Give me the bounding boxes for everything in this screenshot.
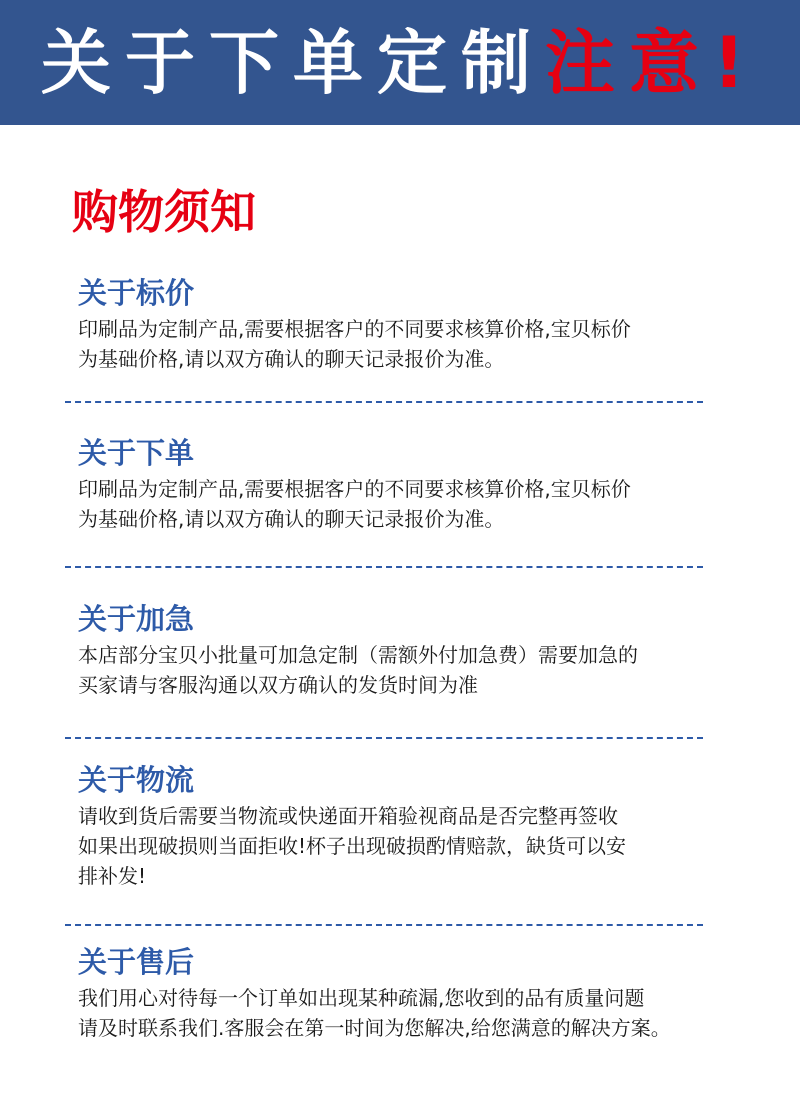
banner-title-emphasis: 注意! (545, 21, 759, 104)
dashed-divider (65, 737, 703, 739)
banner-title-main: 关于下单定制 (41, 21, 546, 104)
section-line: 为基础价格,请以双方确认的聊天记录报价为准。 (78, 347, 505, 371)
section-title: 关于下单 (78, 436, 195, 470)
section-pricing (78, 276, 758, 374)
section-logistics (78, 763, 758, 891)
section-title: 关于加急 (78, 602, 195, 636)
section-line: 如果出现破损则当面拒收!杯子出现破损酌情赔款，缺货可以安 (78, 834, 627, 858)
section-line: 印刷品为定制产品,需要根据客户的不同要求核算价格,宝贝标价 (78, 477, 631, 501)
section-body (78, 474, 758, 534)
section-rush (78, 602, 758, 700)
section-title: 关于标价 (78, 276, 195, 310)
section-body (78, 801, 758, 891)
section-line: 请收到货后需要当物流或快递面开箱验视商品是否完整再签收 (78, 804, 618, 828)
dashed-divider (65, 401, 703, 403)
section-body (78, 983, 758, 1043)
section-after-sales (78, 945, 758, 1043)
section-body (78, 314, 758, 374)
header-banner (0, 0, 800, 125)
dashed-divider (65, 566, 703, 568)
section-title: 关于售后 (78, 945, 195, 979)
section-title: 关于物流 (78, 763, 195, 797)
section-line: 印刷品为定制产品,需要根据客户的不同要求核算价格,宝贝标价 (78, 317, 631, 341)
banner-title (41, 21, 759, 104)
section-line: 本店部分宝贝小批量可加急定制（需额外付加急费）需要加急的 (78, 643, 638, 667)
section-ordering (78, 436, 758, 534)
section-line: 请及时联系我们.客服会在第一时间为您解决,给您满意的解决方案。 (78, 1016, 671, 1040)
notice-heading: 购物须知 (72, 185, 256, 239)
section-line: 为基础价格,请以双方确认的聊天记录报价为准。 (78, 507, 505, 531)
dashed-divider (65, 924, 703, 926)
section-line: 买家请与客服沟通以双方确认的发货时间为准 (78, 673, 478, 697)
section-body (78, 640, 758, 700)
section-line: 我们用心对待每一个订单如出现某种疏漏,您收到的品有质量问题 (78, 986, 645, 1010)
section-line: 排补发! (78, 864, 147, 888)
